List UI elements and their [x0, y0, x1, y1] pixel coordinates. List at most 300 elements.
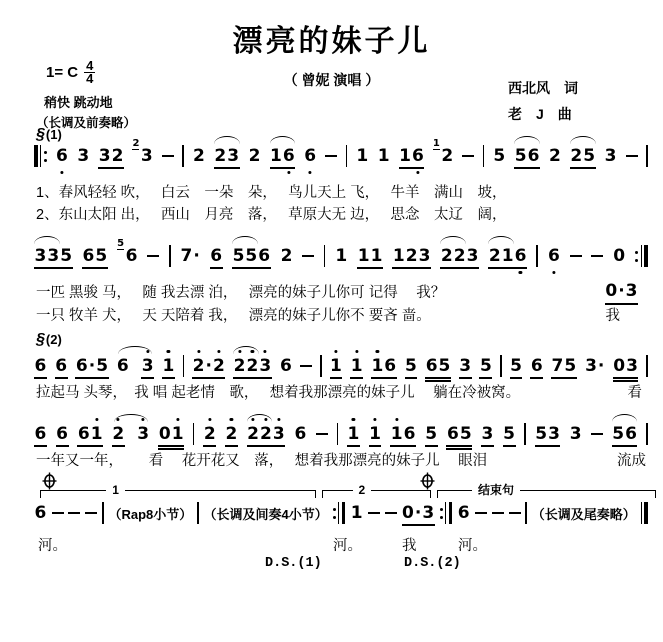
note-digit: 0 [605, 281, 618, 301]
slur-arc [233, 346, 259, 354]
note-digit: 3 [141, 356, 154, 376]
beam-line [390, 445, 416, 447]
note-digit: 6 [527, 146, 540, 166]
beam-line [357, 267, 383, 269]
ending-lyric: 河。 [458, 538, 487, 554]
instruction-text: （长调及尾奏略） [531, 506, 636, 522]
note-token [304, 146, 317, 166]
duration-dash [68, 512, 80, 515]
note-digit: 6 [625, 424, 637, 444]
note-token [479, 356, 492, 376]
note-digit: 2 [488, 246, 501, 266]
note-token [294, 424, 307, 444]
instruction-text: （Rap8小节） [108, 506, 193, 522]
beam-line [510, 377, 523, 379]
note-token [350, 503, 363, 523]
duration-dash [591, 255, 603, 258]
beam-line [225, 445, 238, 447]
barline-thick [644, 502, 648, 524]
duration-dash [591, 433, 603, 436]
note-digit: 7 [180, 246, 193, 266]
lyrics-row [36, 203, 648, 224]
note-digit: 3 [259, 356, 272, 376]
repeat-end-barline [440, 502, 453, 524]
note-token [158, 424, 184, 444]
prelude-note: （长调及前奏略） [36, 116, 137, 130]
note-digit: 6 [514, 246, 527, 266]
note-digit: 3 [227, 146, 240, 166]
note-digit: 6 [411, 146, 424, 166]
note-digit: 1 [392, 246, 405, 266]
note-token [280, 356, 293, 376]
beam-line [34, 267, 73, 269]
note-token [55, 356, 68, 376]
final-barline [641, 502, 648, 524]
note-token [369, 424, 382, 444]
segno-mark-2 [36, 331, 62, 349]
note-digit: 1 [501, 246, 514, 266]
slur-arc [570, 136, 596, 144]
note-digit: 6 [294, 424, 307, 444]
barline [324, 245, 326, 267]
note-token [493, 146, 506, 166]
note-token [425, 424, 438, 444]
barline [646, 423, 648, 445]
beam-line [392, 267, 431, 269]
tempo-marking: 稍快 跳动地 [44, 95, 113, 110]
note-token [232, 246, 271, 266]
note-digit: 6 [457, 503, 470, 523]
note-digit: 1 [330, 356, 342, 376]
note-digit: 3 [77, 146, 90, 166]
note-digit: 1 [162, 356, 175, 376]
note-digit: 3 [140, 146, 153, 166]
barline-thin [641, 502, 642, 524]
duration-dash [475, 512, 487, 515]
duration-dash [385, 512, 397, 515]
duration-dash [368, 512, 380, 515]
barline-thick [449, 502, 453, 524]
note-digit: 5 [60, 246, 73, 266]
note-token [377, 146, 390, 166]
note-token [510, 356, 523, 376]
note-digit: 1 [90, 424, 103, 444]
beam-line [141, 377, 154, 379]
note-digit: 0 [613, 356, 626, 376]
note-digit: 3 [626, 356, 638, 376]
note-token [481, 424, 494, 444]
volta-label: 1 [106, 483, 125, 497]
barline [646, 355, 648, 377]
notation-row-3 [34, 351, 648, 381]
barline-thin [338, 502, 339, 524]
slurred-note-group [112, 424, 150, 444]
barline [183, 355, 185, 377]
note-digit: 1 [335, 246, 348, 266]
note-digit: 2 [192, 356, 205, 376]
note-digit: 1 [357, 246, 370, 266]
barline [169, 245, 171, 267]
note-token [446, 424, 472, 444]
slur-arc [247, 414, 273, 422]
note-digit: 0 [158, 424, 171, 444]
slur-arc [514, 136, 540, 144]
note-digit: 3 [272, 424, 285, 444]
grace-note: 5 [117, 238, 125, 249]
barline-thick [644, 245, 648, 267]
slur-arc [488, 236, 514, 244]
note-token [570, 146, 596, 166]
note-digit: 3 [548, 424, 560, 444]
note-digit: 3 [625, 281, 638, 301]
slur-arc [440, 236, 466, 244]
lyrics-row [36, 304, 648, 325]
note-digit: 2 [212, 356, 225, 376]
note-digit: 6 [403, 424, 416, 444]
ending-lyric: 河。 [333, 538, 362, 554]
note-digit: · [414, 503, 422, 523]
note-digit: 6 [446, 424, 459, 444]
beam-line [214, 167, 240, 169]
time-numerator: 4 [86, 58, 94, 73]
note-digit: 6 [34, 424, 47, 444]
beam-line [330, 377, 343, 379]
slur-arc [114, 414, 148, 422]
lyricist-credit: 西北风 词 [508, 80, 578, 96]
beam-line [210, 267, 223, 269]
beam-line [446, 445, 472, 447]
note-digit: 6 [34, 503, 47, 523]
note-token [233, 356, 272, 376]
note-token [357, 246, 383, 266]
barline [525, 502, 527, 524]
duration-dash [462, 155, 474, 158]
note-digit: 3 [585, 356, 597, 376]
note-digit: 1 [270, 146, 282, 166]
lyric-tail: 看 [627, 385, 642, 401]
note-digit: 2 [280, 246, 293, 266]
note-digit: 3 [418, 246, 431, 266]
note-token [535, 424, 561, 444]
barline [483, 145, 485, 167]
beam-line [55, 377, 68, 379]
beam-line [77, 445, 103, 447]
note-digit: 2 [570, 146, 583, 166]
note-digit: 5 [503, 424, 515, 444]
note-token [214, 146, 240, 166]
duration-dash [316, 433, 328, 436]
lyrics-row [36, 381, 648, 402]
barline-thin [445, 502, 446, 524]
note-digit: 6 [530, 356, 543, 376]
beam-line [570, 167, 596, 169]
note-token [425, 356, 451, 376]
note-token [503, 424, 516, 444]
note-token [55, 146, 68, 166]
note-digit: 6 [304, 146, 317, 166]
note-token [605, 281, 638, 302]
note-digit: 2 [111, 146, 124, 166]
note-token [34, 424, 47, 444]
note-token [117, 238, 138, 266]
note-token [82, 246, 108, 266]
beam-line [371, 377, 397, 379]
notation-row-2 [34, 238, 648, 271]
key-prefix: 1= C [46, 64, 79, 81]
note-digit: 6 [547, 246, 560, 266]
beam-line [233, 377, 272, 379]
beam-line [425, 377, 451, 379]
beam-line [479, 377, 492, 379]
note-digit: 3 [98, 146, 111, 166]
lyric-text: 1、春风轻轻 吹， 白云 一朵 朵， 鸟儿天上 飞， 牛羊 满山 坡， [36, 185, 507, 201]
note-token [514, 146, 540, 166]
song-title: 漂亮的妹子儿 [232, 25, 431, 58]
note-digit: 2 [405, 246, 418, 266]
ds-mark-1: D.S.(1) [265, 556, 322, 571]
beam-line [203, 445, 216, 447]
barline [102, 502, 104, 524]
note-token [335, 246, 348, 266]
note-digit: 2 [440, 246, 453, 266]
segno-icon: § [36, 126, 45, 143]
note-digit: 1 [356, 146, 369, 166]
beam-line [82, 267, 108, 269]
note-digit: 6 [75, 356, 88, 376]
duration-dash [492, 512, 504, 515]
note-digit: 5 [459, 424, 472, 444]
duration-dash [162, 155, 174, 158]
note-token [392, 246, 431, 266]
duration-dash [302, 255, 314, 258]
lyric-tail: 流成 [617, 453, 646, 469]
note-token [141, 356, 154, 376]
note-digit: 6 [125, 246, 138, 266]
note-digit: 1 [171, 424, 184, 444]
dot [440, 508, 443, 511]
note-digit: · [193, 246, 200, 266]
duration-dash [626, 155, 638, 158]
dot [333, 516, 336, 519]
key-signature [46, 60, 95, 85]
note-token [347, 424, 360, 444]
beam-line [613, 377, 639, 379]
instruction-text: （长调及间奏4小节） [203, 506, 328, 522]
note-digit: 3 [604, 146, 617, 166]
note-digit: 5 [405, 356, 417, 376]
dot [333, 508, 336, 511]
note-digit: · [618, 281, 625, 301]
note-token [390, 424, 416, 444]
beam-line [247, 445, 286, 447]
lyric-text: 2、东山太阳 出， 西山 月亮 落， 草原大无 边， 思念 太辽 阔， [36, 207, 507, 223]
note-token [457, 503, 470, 523]
note-digit: 5 [95, 246, 108, 266]
dot [44, 159, 47, 162]
note-token [203, 424, 216, 444]
note-token [34, 503, 47, 523]
note-digit: 3 [481, 424, 494, 444]
note-digit: 1 [370, 246, 383, 266]
note-token [547, 246, 560, 266]
barline [346, 145, 348, 167]
lyric-text: 拉起马 头琴， 我 唱 起老情 歌， 想着我那漂亮的妹子儿 躺在冷被窝。 [36, 385, 521, 401]
dot [635, 259, 638, 262]
dot [635, 251, 638, 254]
note-token [193, 146, 206, 166]
time-signature [84, 60, 95, 85]
note-digit: 5 [425, 424, 438, 444]
note-token [399, 146, 425, 166]
beam-line [232, 267, 271, 269]
end-phrase-label: 结束句 [472, 483, 520, 497]
beam-line [440, 267, 479, 269]
note-digit: 0 [613, 246, 626, 266]
note-digit: 6 [280, 356, 292, 376]
note-digit: 6 [282, 146, 295, 166]
segno-icon: § [36, 331, 45, 348]
note-digit: 6 [55, 146, 68, 166]
duration-dash [85, 512, 97, 515]
note-token [192, 356, 225, 376]
beam-line [399, 167, 425, 169]
note-digit: 5 [583, 146, 596, 166]
beam-line [405, 377, 418, 379]
beam-line [162, 377, 175, 379]
beam-line [350, 377, 363, 379]
note-token [248, 146, 261, 166]
lyric-tail: 我 [605, 308, 620, 324]
note-digit: 5 [514, 146, 527, 166]
note-digit: 6 [56, 424, 69, 444]
beam-line [402, 524, 435, 526]
note-token [330, 356, 343, 376]
lyrics-row [36, 281, 648, 302]
slur-arc [118, 346, 152, 354]
note-digit: 3 [47, 246, 60, 266]
note-digit: 6 [77, 424, 90, 444]
beam-line [98, 167, 124, 169]
note-token [402, 503, 435, 523]
note-digit: 5 [493, 146, 506, 166]
repeat-end-barline [333, 502, 346, 524]
note-token [432, 138, 454, 166]
note-token [459, 356, 472, 376]
beam-line [34, 377, 47, 379]
note-token [488, 246, 527, 266]
beam-line [612, 445, 638, 447]
dot [440, 516, 443, 519]
volta-label: 2 [353, 483, 372, 497]
note-digit: 2 [246, 356, 259, 376]
note-digit: 2 [453, 246, 466, 266]
note-digit: 0 [402, 503, 414, 523]
beam-line [347, 445, 360, 447]
beam-line [192, 377, 225, 379]
barline-thick [342, 502, 346, 524]
note-digit: 3 [569, 424, 582, 444]
barline [182, 145, 184, 167]
note-digit: 1 [350, 503, 363, 523]
note-digit: 1 [377, 146, 390, 166]
note-token [162, 356, 175, 376]
repeat-dots [635, 251, 638, 262]
barline [193, 423, 195, 445]
note-token [612, 424, 638, 444]
note-digit: 5 [96, 356, 109, 376]
duration-dash [147, 255, 159, 258]
beam-line [459, 377, 472, 379]
note-token [56, 424, 69, 444]
slur-arc [270, 136, 296, 144]
beam-line [514, 167, 540, 169]
performer-subtitle: （ 曾妮 演唱 ） [283, 72, 380, 88]
note-digit: 3 [422, 503, 435, 523]
note-token [613, 356, 639, 376]
duration-dash [52, 512, 64, 515]
repeat-dots [333, 508, 336, 519]
beam-line [530, 377, 543, 379]
note-digit: 2 [549, 146, 561, 166]
duration-dash [570, 255, 582, 258]
note-token [270, 146, 296, 166]
note-token [210, 246, 223, 266]
note-token [585, 356, 605, 376]
beam-line [56, 445, 69, 447]
note-digit: 1 [350, 356, 363, 376]
barline [197, 502, 199, 524]
note-token [371, 356, 397, 376]
duration-dash [300, 365, 312, 368]
note-digit: 2 [247, 424, 259, 444]
note-digit: 6 [55, 356, 68, 376]
repeat-dots [440, 508, 443, 519]
note-digit: 5 [245, 246, 258, 266]
note-token [569, 424, 582, 444]
notation-row-1 [34, 138, 648, 171]
lyric-text: 一匹 黑骏 马， 随 我去漂 泊， 漂亮的妹子儿你可 记得 我？ [36, 285, 446, 301]
grace-note: 1 [432, 138, 440, 149]
barline-thick [34, 145, 38, 167]
slurred-note-group [116, 356, 154, 376]
note-digit: 6 [258, 246, 271, 266]
barline-thin [40, 145, 41, 167]
note-digit: 6 [425, 356, 438, 376]
barline [524, 423, 526, 445]
notation-row-4 [34, 419, 648, 449]
note-digit: 1 [371, 356, 384, 376]
beam-line [112, 445, 125, 447]
note-digit: 3 [137, 424, 150, 444]
note-digit: 2 [225, 424, 238, 444]
lyric-text: 一只 牧羊 犬， 天 天陪着 我， 漂亮的妹子儿你不 要吝 啬。 [36, 308, 431, 324]
note-token [137, 424, 150, 444]
note-token [530, 356, 543, 376]
lyrics-row [36, 181, 648, 202]
note-token [75, 356, 108, 376]
barline [500, 355, 502, 377]
ending-lyric: 我 [402, 538, 417, 554]
note-digit: 5 [510, 356, 522, 376]
note-token [132, 138, 153, 166]
note-token [34, 356, 47, 376]
beam-line [75, 377, 108, 379]
repeat-end-barline [635, 245, 648, 267]
beam-line [270, 167, 296, 169]
lyric-text: 一年又一年， 看 花开花又 落， 想着我那漂亮的妹子儿 眼泪 [36, 453, 488, 469]
note-digit: 1 [399, 146, 411, 166]
note-digit: 2 [193, 146, 205, 166]
